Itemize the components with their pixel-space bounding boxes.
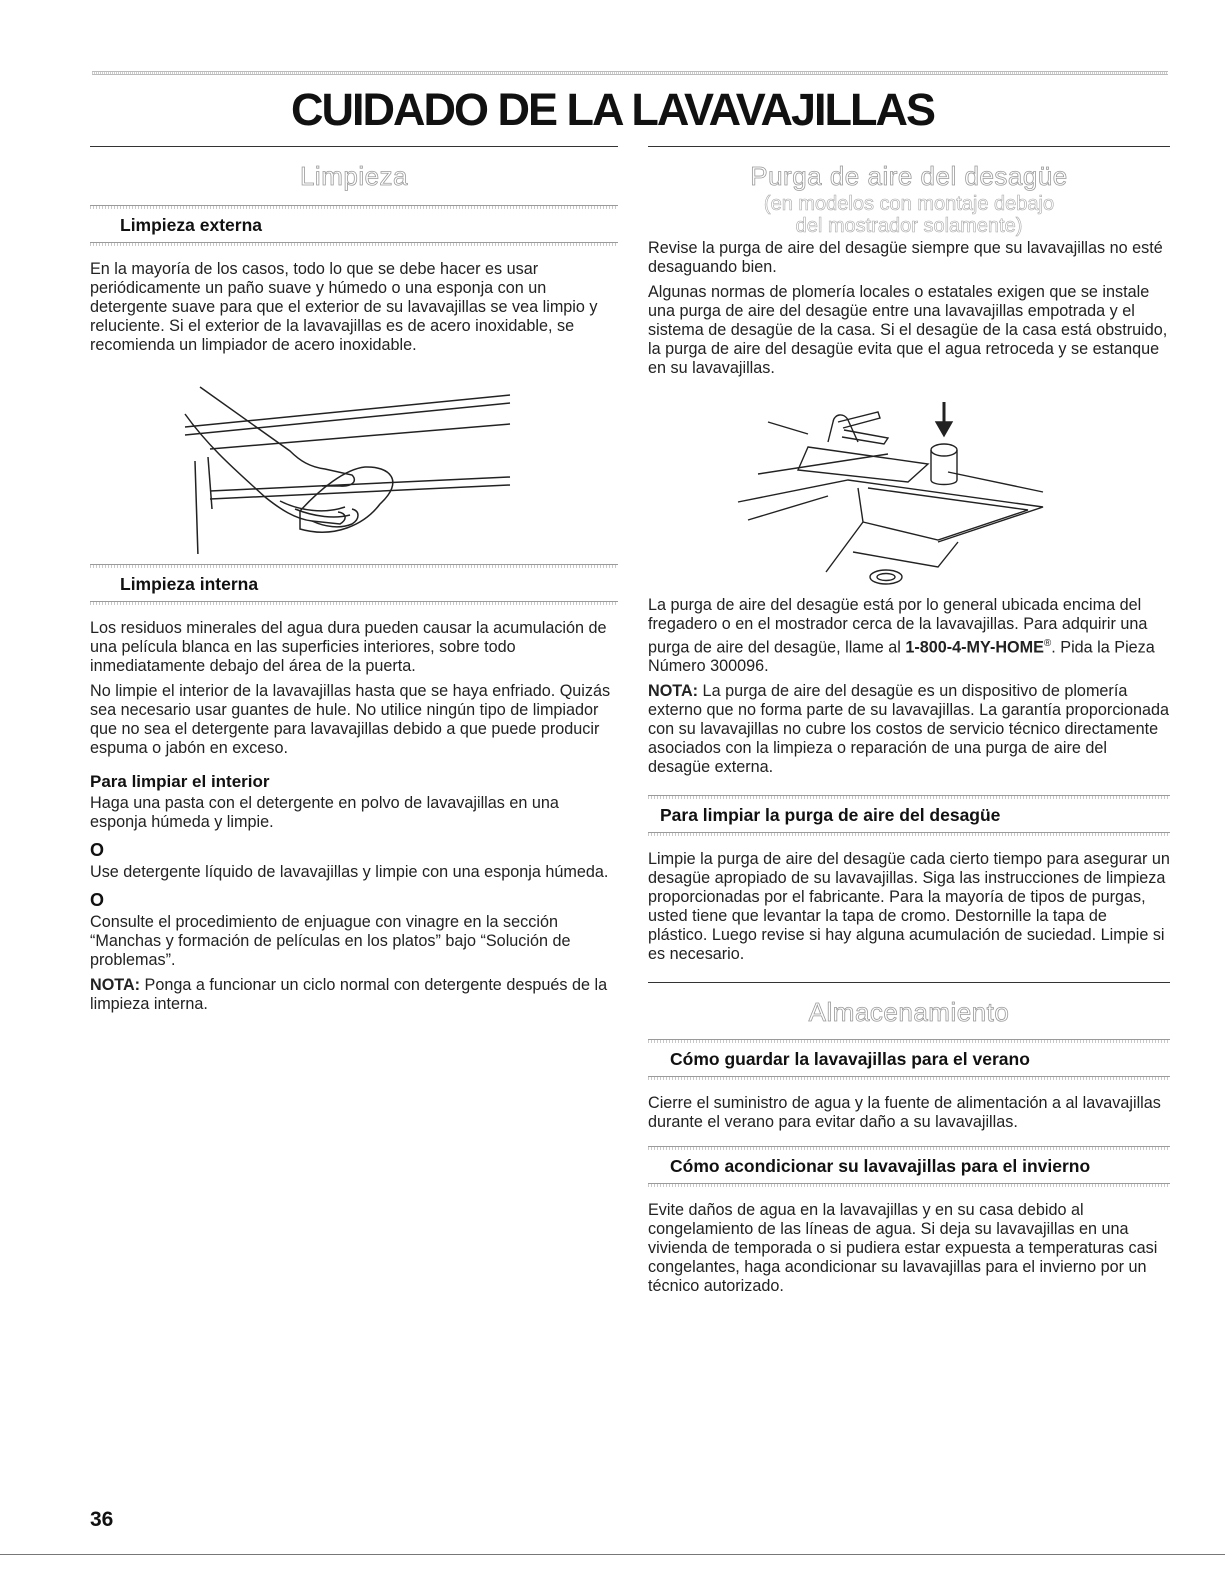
verano-text: Cierre el suministro de agua y la fuente de alimentación a al lavavajillas durante el verano para evitar daño a su lavavajillas. — [648, 1094, 1161, 1132]
subsection-rule — [648, 1076, 1170, 1080]
air-gap-sink-illustration — [648, 392, 1170, 592]
or-separator: O — [90, 890, 105, 910]
nota-label: NOTA: — [648, 682, 699, 701]
section-title-limpieza: Limpieza — [299, 161, 409, 191]
section-rule — [648, 146, 1170, 147]
section-title-almacenamiento: Almacenamiento — [808, 997, 1010, 1028]
limpieza-interna-nota — [90, 976, 618, 1014]
purga-nota — [648, 682, 1170, 777]
limpieza-interna-p3: Haga una pasta con el detergente en polvo de lavavajillas en una esponja húmeda y limpie. — [90, 794, 559, 831]
section-title-purga: Purga de aire del desagüe — [750, 161, 1068, 191]
phone-number: 1-800-4-MY-HOME — [905, 638, 1044, 657]
section-subtitle-line2: del mostrador solamente) — [795, 215, 1023, 237]
limpieza-externa-text: En la mayoría de los casos, todo lo que se debe hacer es usar periódicamente un paño suave y húmedo o una esponja con un detergente suave para que el exterior de su lavavajillas se vea limpio y reluciente. Si el exterior de la lavavajillas es de acero inoxidable, se recomienda un limpiador de acero inoxidable. — [90, 260, 598, 354]
left-column — [90, 146, 618, 1014]
subsection-rule — [90, 601, 618, 605]
purga-p3-text: La purga de aire del desagüe está por lo general ubicada encima del fregadero o en el mostrador cerca de la lavavajillas. Para adquirir una purga de aire del desagüe, llame al — [648, 596, 1148, 657]
limpieza-interna-p2: No limpie el interior de la lavavajillas hasta que se haya enfriado. Quizás sea necesario usar guantes de hule. No utilice ningún tipo de limpiador que no sea el detergente para lavavajillas debido a que puede producir espuma o jabón en exceso. — [90, 682, 611, 757]
heading-limpieza-interna: Limpieza interna — [120, 574, 259, 594]
limpiar-purga-text: Limpie la purga de aire del desagüe cada cierto tiempo para asegurar un desagüe apropiado de su lavavajillas. Siga las instrucciones de limpieza proporcionadas por el fabricante. Para la mayoría de tipos de purgas, usted tiene que levantar la tapa de cromo. Destornille la tapa de plástico. Luego revise si hay alguna acumulación de suciedad. Limpie si es necesario. — [648, 850, 1170, 964]
limpieza-interna-p5: Consulte el procedimiento de enjuague con vinagre en la sección “Manchas y formación de películas en los platos” bajo “Solución de problemas”. — [90, 913, 571, 969]
purga-p2: Algunas normas de plomería locales o estatales exigen que se instale una purga de aire del desagüe entre una lavavajillas empotrada y el sistema de desagüe de la casa. Si el desagüe de la casa está obstruido, la purga de aire del desagüe evita que el agua retroceda y se estanque en su lavavajillas. — [648, 283, 1168, 377]
limpieza-interna-p1: Los residuos minerales del agua dura pueden causar la acumulación de una película blanca en las superficies interiores, sobre todo inmediatamente debajo del área de la puerta. — [90, 619, 607, 675]
section-rule — [648, 982, 1170, 983]
heading-verano: Cómo guardar la lavavajillas para el verano — [670, 1049, 1030, 1070]
nota-label: NOTA: — [90, 976, 141, 994]
wiping-exterior-illustration — [90, 369, 618, 554]
subsection-rule — [90, 242, 618, 246]
section-rule — [90, 146, 618, 147]
top-rule — [92, 71, 1168, 75]
invierno-text: Evite daños de agua en la lavavajillas y en su casa debido al congelamiento de las líneas de agua. Si deja su lavavajillas en una vivienda de temporada o si pudiera estar expuesta a temperaturas casi congelantes, haga acondicionar su lavavajillas para el invierno por un técnico autorizado. — [648, 1201, 1158, 1296]
purga-p3-part: . Pida la Pieza Número 300096. — [648, 638, 1155, 676]
limpieza-interna-p4: Use detergente líquido de lavavajillas y limpie con una esponja húmeda. — [90, 863, 609, 881]
nota-text: La purga de aire del desagüe es un dispositivo de plomería externo que no forma parte de su lavavajillas. La garantía proporcionada con su lavavajillas no cubre los costos de servicio técnico directamente asociados con la limpieza o reparación de una purga de aire del desagüe externa. — [648, 682, 1170, 777]
nota-text: Ponga a funcionar un ciclo normal con detergente después de la limpieza interna. — [90, 976, 608, 1013]
section-subtitle-line1: (en modelos con montaje debajo — [763, 193, 1055, 215]
right-column — [648, 146, 1170, 1296]
or-separator: O — [90, 840, 105, 860]
purga-p1: Revise la purga de aire del desagüe siempre que su lavavajillas no esté desaguando bien. — [648, 239, 1163, 276]
heading-invierno: Cómo acondicionar su lavavajillas para el invierno — [670, 1156, 1091, 1177]
heading-limpiar-purga: Para limpiar la purga de aire del desagüe — [660, 805, 1001, 826]
subsection-rule — [648, 1183, 1170, 1187]
subsection-rule — [648, 832, 1170, 836]
purga-p3 — [648, 596, 1170, 676]
heading-para-limpiar-interior: Para limpiar el interior — [90, 772, 270, 791]
page-number: 36 — [90, 1508, 114, 1531]
heading-limpieza-externa: Limpieza externa — [120, 215, 262, 235]
page-title: CUIDADO DE LA LAVAVAJILLAS — [291, 84, 934, 135]
registered-mark: ® — [1043, 638, 1052, 649]
bottom-rule — [0, 1554, 1225, 1555]
